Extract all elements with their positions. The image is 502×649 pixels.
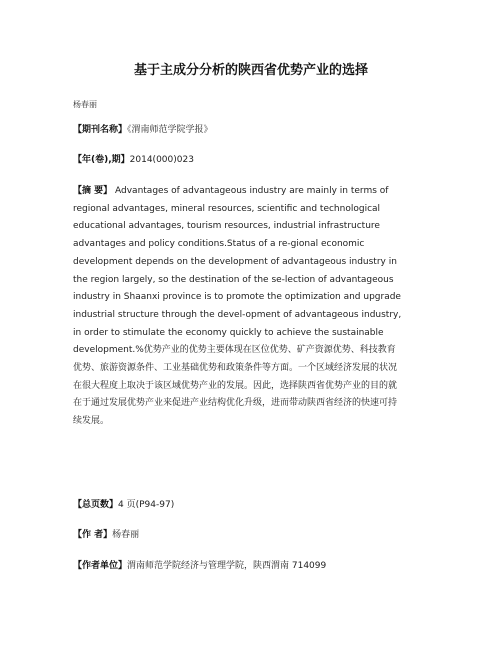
abstract-line: 在很大程度上取决于该区域优势产业的发展。因此，选择陕西省优势产业的目的就 bbox=[73, 380, 398, 391]
affiliation-label: 【作者单位】 bbox=[73, 561, 128, 571]
abstract-line: in order to stimulate the economy quickly to achieve the sustainable bbox=[73, 327, 384, 338]
abstract-line: educational advantages, tourism resources, industrial infrastructure bbox=[73, 221, 380, 232]
affiliation-field bbox=[73, 559, 326, 573]
paper-title: 基于主成分分析的陕西省优势产业的选择 bbox=[133, 63, 368, 78]
author-byline: 杨春丽 bbox=[73, 100, 97, 109]
pages-field bbox=[73, 498, 174, 512]
journal-field bbox=[73, 123, 213, 137]
abstract-line: industry in Shaanxi province is to promote the optimization and upgrade bbox=[73, 292, 401, 303]
author-value: 杨春丽 bbox=[112, 530, 140, 540]
year-issue-field bbox=[73, 153, 194, 167]
abstract-line: 优势、旅游资源条件、工业基础优势和政策条件等方面。一个区域经济发展的状况 bbox=[73, 363, 398, 374]
journal-value: 《渭南师范学院学报》 bbox=[127, 125, 213, 135]
abstract-block bbox=[73, 183, 435, 431]
abstract-label: 【摘 要】 bbox=[73, 186, 113, 196]
abstract-line: regional advantages, mineral resources, scientific and technological bbox=[73, 203, 381, 214]
journal-label: 【期刊名称】 bbox=[73, 125, 128, 135]
year-issue-value: 2014(000)023 bbox=[129, 155, 194, 165]
author-label: 【作 者】 bbox=[73, 530, 113, 540]
abstract-line: advantages and policy conditions.Status of a re-gional economic bbox=[73, 239, 365, 250]
pages-value: 4 页(P94-97) bbox=[118, 500, 175, 510]
abstract-text: Advantages of advantageous industry are mainly in terms of bbox=[115, 186, 389, 196]
year-issue-label: 【年(卷),期】 bbox=[73, 155, 130, 165]
abstract-line: development depends on the development of advantageous industry in bbox=[73, 256, 397, 267]
abstract-line: the region largely, so the destination of the se-lection of advantageous bbox=[73, 274, 394, 285]
author-field bbox=[73, 528, 139, 542]
pages-label: 【总页数】 bbox=[73, 500, 119, 510]
abstract-line: industrial structure through the devel-opment of advantageous industry, bbox=[73, 309, 402, 320]
abstract-line: 在于通过发展优势产业来促进产业结构优化升级，进而带动陕西省经济的快速可持 bbox=[73, 398, 398, 409]
affiliation-value: 渭南师范学院经济与管理学院，陕西渭南 714099 bbox=[127, 561, 327, 571]
abstract-line bbox=[73, 183, 435, 201]
abstract-line: development.%优势产业的优势主要体现在区位优势、矿产资源优势、科技教育 bbox=[73, 345, 396, 356]
abstract-line: 续发展。 bbox=[73, 416, 110, 427]
